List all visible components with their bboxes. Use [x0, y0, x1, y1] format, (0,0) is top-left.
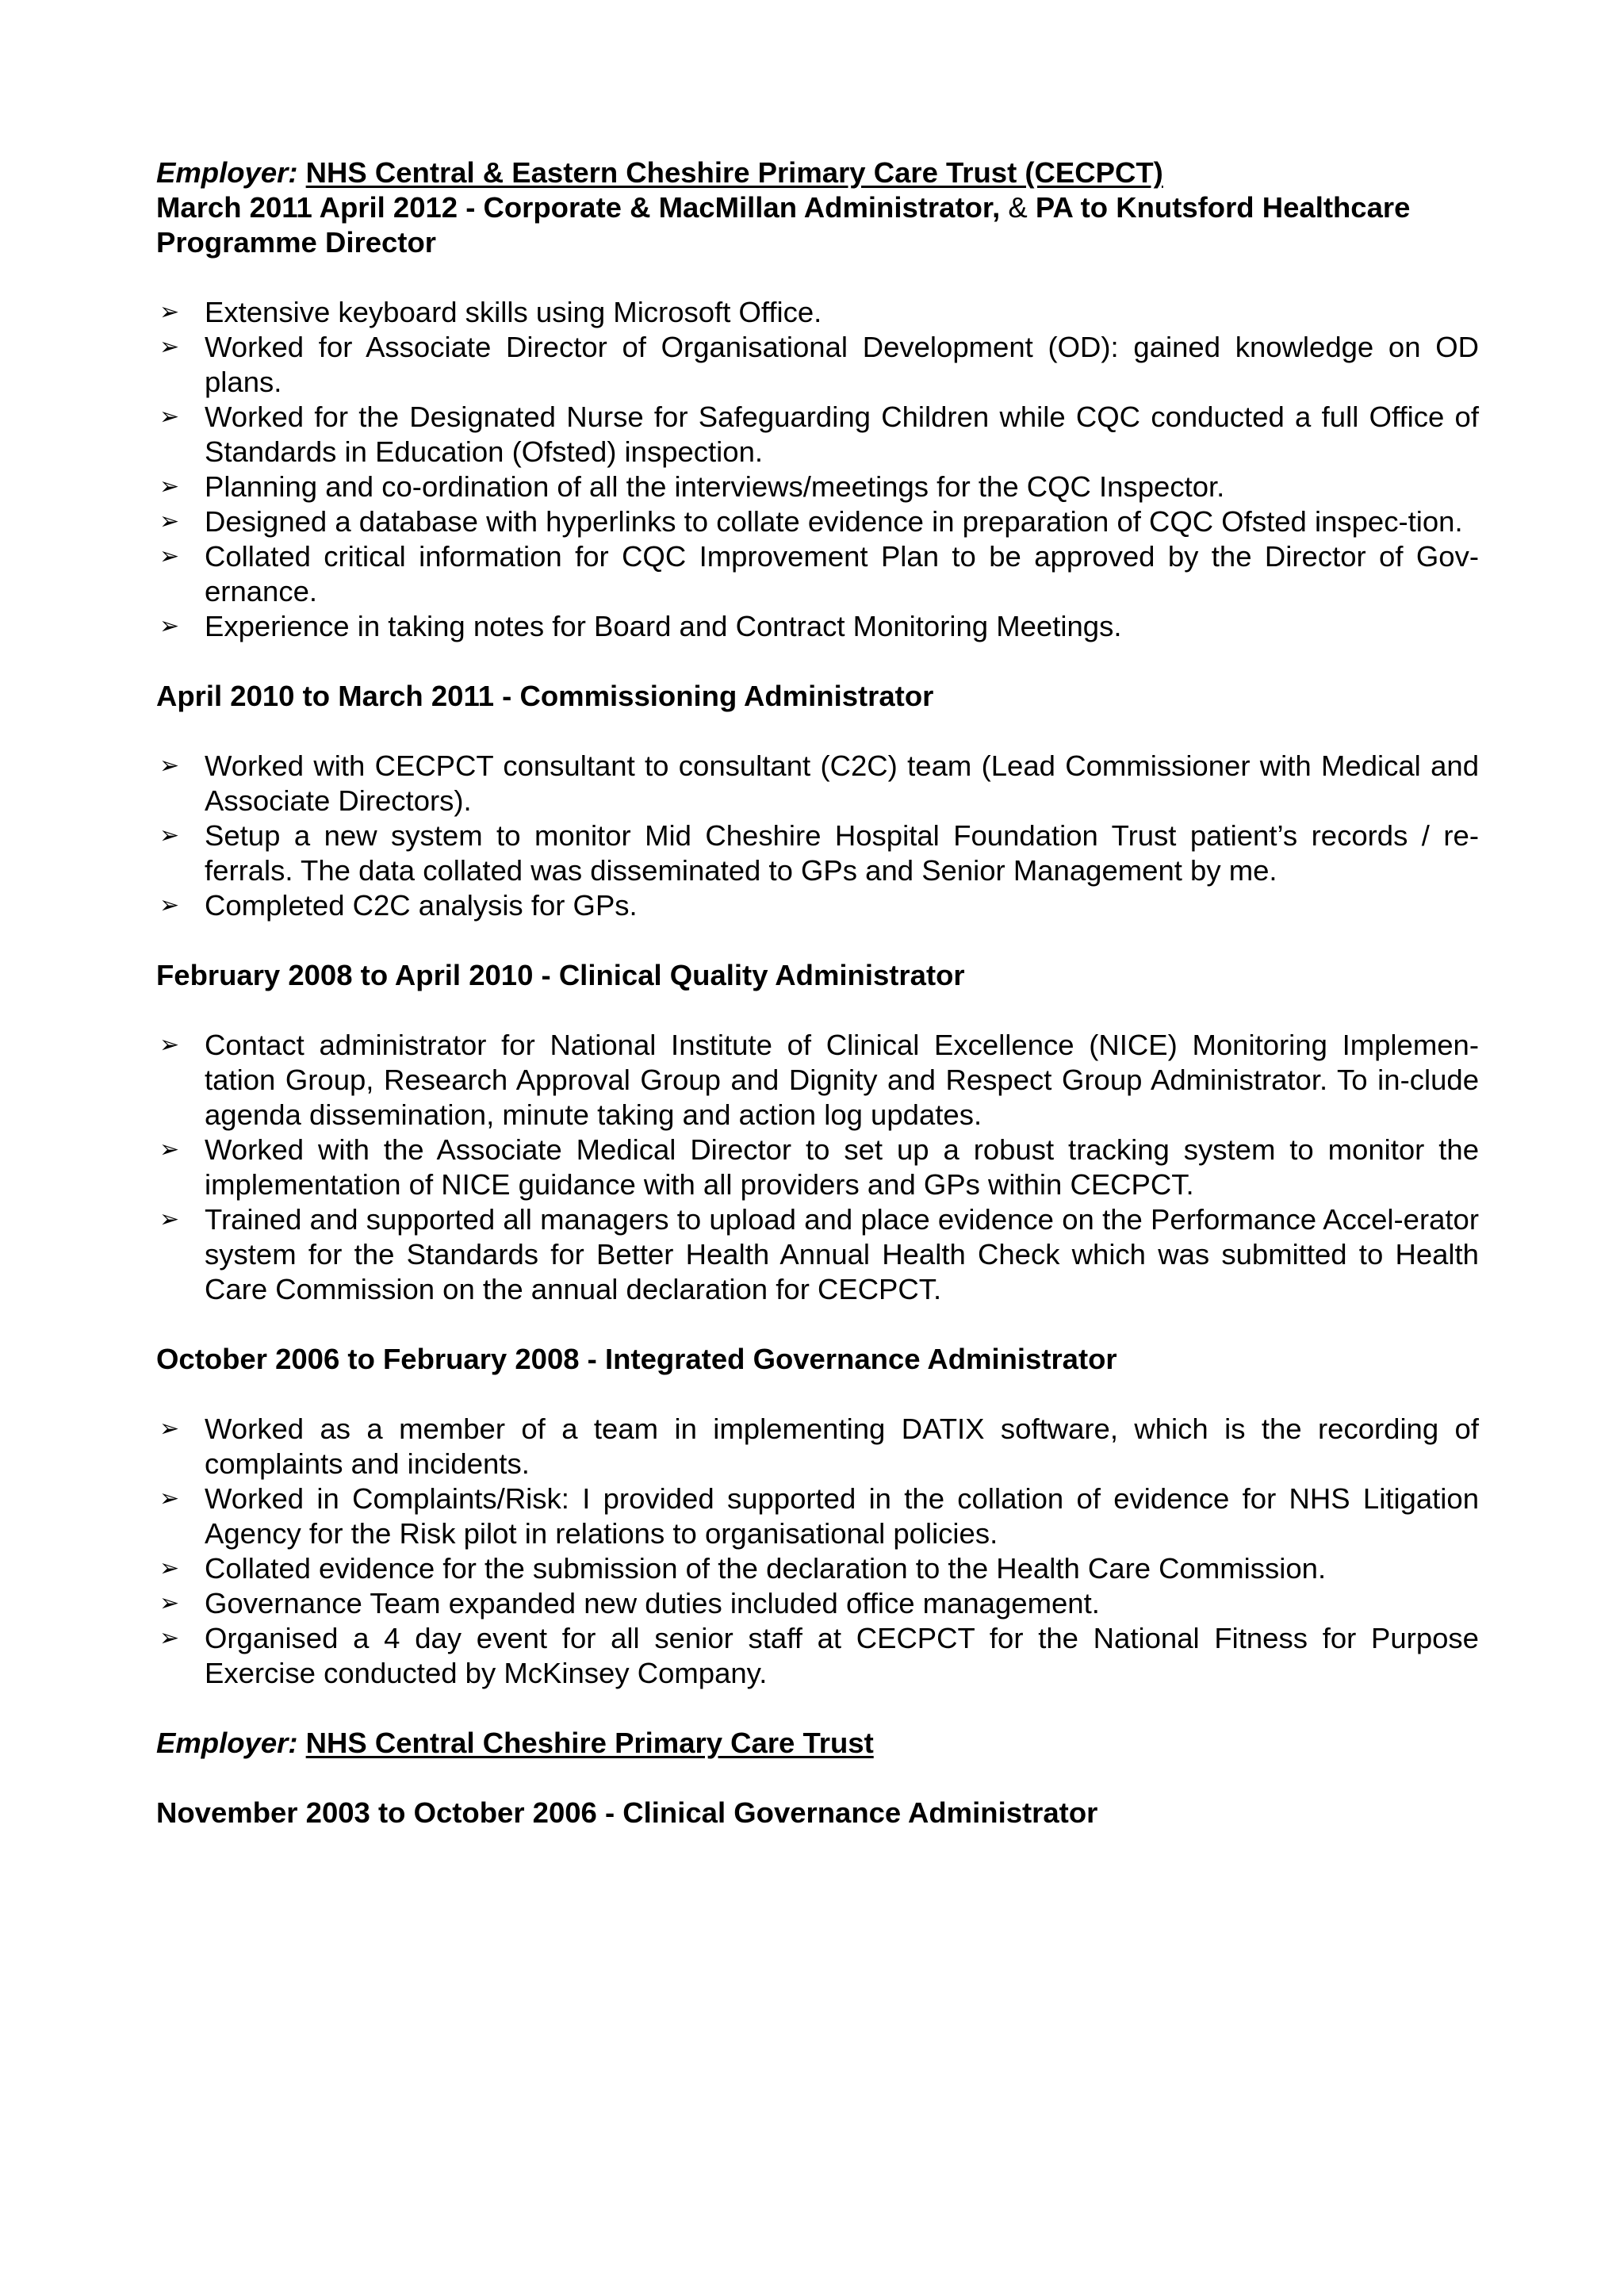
job-title-part1: March 2011 April 2012 - Corporate & MacMillan Administrator,	[156, 191, 1001, 224]
employer-label: Employer:	[156, 1727, 298, 1759]
job-2-duties	[156, 749, 1479, 923]
arrow-bullet-icon: ➢	[159, 1554, 180, 1582]
list-item: ➢ Setup a new system to monitor Mid Cheshire Hospital Foundation Trust patient’s records / re-ferrals. The data collated was disseminated to GPs and Senior Management by me.	[159, 819, 1479, 887]
job-title-ampersand: &	[1000, 191, 1036, 224]
employer-name: NHS Central & Eastern Cheshire Primary Care Trust (CECPCT)	[305, 156, 1163, 189]
arrow-bullet-icon: ➢	[159, 1136, 180, 1163]
employer-heading-1	[156, 155, 1479, 190]
job-title-1	[156, 190, 1479, 260]
employer-name: NHS Central Cheshire Primary Care Trust	[305, 1727, 874, 1759]
arrow-bullet-icon: ➢	[159, 822, 180, 849]
arrow-bullet-icon: ➢	[159, 1624, 180, 1652]
arrow-bullet-icon: ➢	[159, 542, 180, 570]
list-item: ➢ Experience in taking notes for Board and Contract Monitoring Meetings.	[159, 610, 1122, 642]
list-item: ➢ Extensive keyboard skills using Microsoft Office.	[159, 296, 822, 328]
arrow-bullet-icon: ➢	[159, 612, 180, 640]
list-item: ➢ Worked with CECPCT consultant to consultant (C2C) team (Lead Commissioner with Medical and Associate Directors).	[159, 749, 1479, 817]
list-item: ➢ Collated critical information for CQC Improvement Plan to be approved by the Director of Gov-ernance.	[159, 540, 1479, 608]
list-item: ➢ Contact administrator for National Institute of Clinical Excellence (NICE) Monitoring Implemen-tation Group, Research Approval Group and Dignity and Respect Group Administrator. To in-clude agenda dissemination, minute taking and action log updates.	[159, 1029, 1479, 1131]
list-item: ➢ Governance Team expanded new duties included office management.	[159, 1587, 1100, 1619]
job-title-2: April 2010 to March 2011 - Commissioning Administrator	[156, 680, 934, 712]
job-title-part2: PA to Knutsford Healthcare Programme Director	[156, 191, 1411, 259]
list-item: ➢ Completed C2C analysis for GPs.	[159, 889, 638, 922]
arrow-bullet-icon: ➢	[159, 891, 180, 919]
list-item: ➢ Designed a database with hyperlinks to collate evidence in preparation of CQC Ofsted inspec-tion.	[159, 505, 1463, 538]
arrow-bullet-icon: ➢	[159, 403, 180, 431]
list-item: ➢ Worked as a member of a team in implementing DATIX software, which is the recording of complaints and incidents.	[159, 1412, 1479, 1480]
arrow-bullet-icon: ➢	[159, 1031, 180, 1059]
job-title-3: February 2008 to April 2010 - Clinical Quality Administrator	[156, 959, 965, 991]
cv-page	[156, 155, 1479, 1830]
job-4-duties	[156, 1412, 1479, 1691]
list-item: ➢ Collated evidence for the submission of the declaration to the Health Care Commission.	[159, 1552, 1327, 1585]
list-item: ➢ Organised a 4 day event for all senior staff at CECPCT for the National Fitness for Purpose Exercise conducted by McKinsey Company.	[159, 1622, 1479, 1689]
employer-label: Employer:	[156, 156, 298, 189]
arrow-bullet-icon: ➢	[159, 752, 180, 780]
list-item: ➢ Worked with the Associate Medical Director to set up a robust tracking system to monitor the implementation of NICE guidance with all providers and GPs within CECPCT.	[159, 1133, 1479, 1201]
job-3-duties	[156, 1028, 1479, 1307]
list-item: ➢ Worked for Associate Director of Organisational Development (OD): gained knowledge on OD plans.	[159, 331, 1479, 398]
arrow-bullet-icon: ➢	[159, 298, 180, 326]
job-title-4: October 2006 to February 2008 - Integrated Governance Administrator	[156, 1343, 1117, 1375]
arrow-bullet-icon: ➢	[159, 1415, 180, 1443]
arrow-bullet-icon: ➢	[159, 333, 180, 361]
list-item: ➢ Worked for the Designated Nurse for Safeguarding Children while CQC conducted a full Office of Standards in Education (Ofsted) inspection.	[159, 401, 1479, 468]
arrow-bullet-icon: ➢	[159, 508, 180, 535]
arrow-bullet-icon: ➢	[159, 1589, 180, 1617]
job-title-5: November 2003 to October 2006 - Clinical Governance Administrator	[156, 1796, 1098, 1829]
list-item: ➢ Trained and supported all managers to upload and place evidence on the Performance Accel-erator system for the Standards for Better Health Annual Health Check which was submitted to Health Care Commission on the annual declaration for CECPCT.	[159, 1203, 1479, 1305]
list-item: ➢ Worked in Complaints/Risk: I provided supported in the collation of evidence for NHS Litigation Agency for the Risk pilot in relations to organisational policies.	[159, 1482, 1479, 1550]
arrow-bullet-icon: ➢	[159, 1485, 180, 1512]
job-1-duties	[156, 295, 1479, 644]
employer-heading-2	[156, 1726, 1479, 1761]
list-item: ➢ Planning and co-ordination of all the interviews/meetings for the CQC Inspector.	[159, 470, 1225, 503]
arrow-bullet-icon: ➢	[159, 473, 180, 500]
arrow-bullet-icon: ➢	[159, 1205, 180, 1233]
